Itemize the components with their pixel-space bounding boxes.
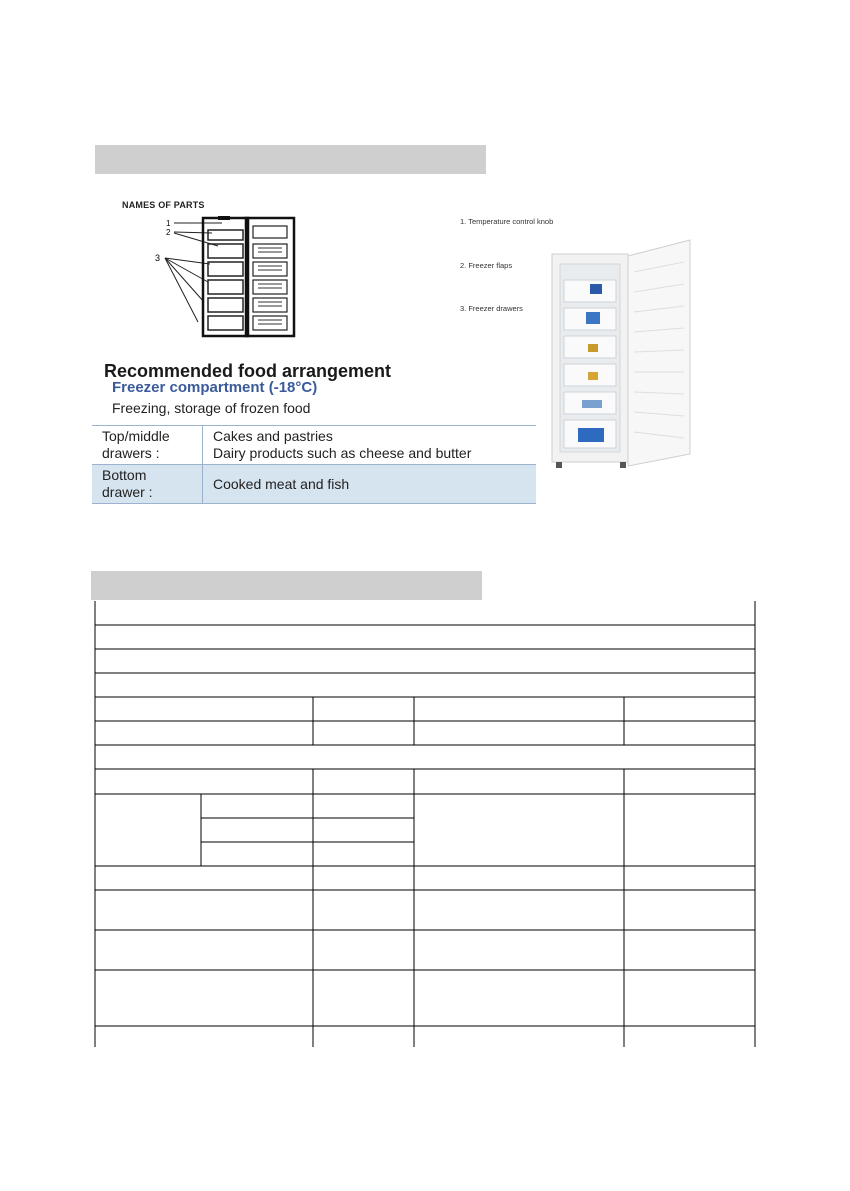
table-row [92,426,536,465]
part-label-2: 2 [166,228,171,237]
row-value-line: Cakes and pastries [213,428,333,444]
row-value: Cooked meat and fish [203,465,537,504]
food-arrangement-table [92,425,536,504]
part-label-3: 3 [155,253,161,263]
callout-1: 1. Temperature control knob [460,217,554,226]
specification-table [94,601,756,1047]
food-arrangement-title: Recommended food arrangement [104,361,392,381]
freezer-compartment-subtitle: Freezer compartment (-18°C) [112,379,318,396]
freezer-compartment-description: Freezing, storage of frozen food [112,400,311,416]
freezer-photo [548,232,698,472]
part-label-1: 1 [166,219,171,228]
row-label: Top/middle drawers : [92,426,203,465]
parts-title: NAMES OF PARTS [122,200,205,210]
callout-2: 2. Freezer flaps [460,261,513,270]
section-header-bar [91,571,482,600]
callout-3: 3. Freezer drawers [460,304,523,313]
table-row [92,465,536,504]
row-label: Bottom drawer : [92,465,203,504]
parts-diagram [100,200,430,360]
row-value-line: Dairy products such as cheese and butter [213,445,472,461]
row-value [203,426,537,465]
section-header-bar [95,145,486,174]
freezer-line-drawing [100,200,430,360]
